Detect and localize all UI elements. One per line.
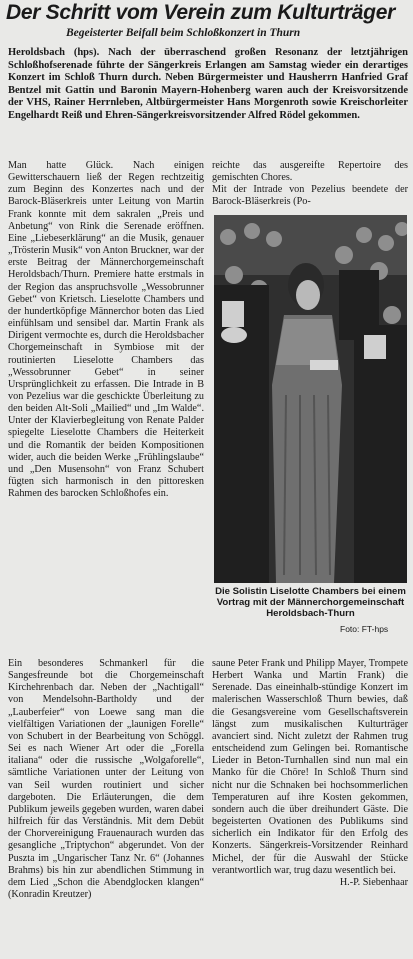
choir-singers-photo-illustration — [214, 215, 407, 583]
body-column-right-bottom — [212, 658, 408, 889]
article-subheadline: Begeisterter Beifall beim Schloßkonzert in Thurn — [66, 27, 301, 39]
author-byline: H.-P. Siebenhaar — [339, 876, 408, 888]
photo-credit: Foto: FT-hps — [340, 624, 389, 634]
body-column-right-top — [212, 160, 408, 209]
body-paragraph: Ein besonderes Schmankerl für die Sangesfreunde bot die Chorgemeinschaft Kirchehrenbach dar. Neben der „Nachtigall“ von Mendelsohn-Bartholdy und der „Lauberfeier“ von Loewe sang man die vielfältigen Variationen der „launigen Forelle“ von Schubert in der Bearbeitung von Schöggl. Sei es nach Wiener Art oder die „Forella italiana“ oder die russische „Wolgaforelle“, sämtliche Variationen unter der Leitung von van Seil wurden routiniert und sicher dargeboten. Die Erläuterungen, die dem Publikum jeweils gegeben wurden, waren dabei hilfreich für das Verständnis. Mit dem Debüt der Chorvereinigung Frauenaurach wurden das gesangliche „Triptychon“ abgerundet. Von der Puszta im „Ungarischer Tanz Nr. 6“ (Johannes Brahms) bis hin zur abendlichen Stimmung in dem Lied „Schon die Abendglocken klangen“ (Konradin Kreutzer) — [8, 658, 204, 900]
body-paragraph: Man hatte Glück. Nach einigen Gewitterschauern ließ der Regen rechtzeitig zum Beginn des Konzertes nach und der Barock-Bläserkreis unter Leitung von Martin Frank konnte mit dem sakralen „Preis und Anbetung“ von Rink die Serenade eröffnen. Eine „Liebeserklärung“ an die Musik, genauer „Trösterin Musik“ von Anton Bruckner, war der erste Beitrag der Männerchorgemeinschaft Heroldsbach/Thurn. Premiere hatte erstmals in der Region das anspruchsvolle „Wessobrunner Gebet“ von Krietsch. Lieselotte Chambers und der hundertköpfige Männerchor boten das Lied einfühlsam und sensibel dar. Martin Frank als Dirigent vermochte es, durch die Heroldsbacher Chorgemeinschaft in Symbiose mit der routinierten Lieselotte Chambers das „Wessobrunner Gebet“ in seiner Ursprünglichkeit zu erfassen. Die Intrade in B von Pezelius war die geschickte Überleitung zu den beiden Alt-Soli „Mailied“ und „Im Walde“. Unter der Klavierbegleitung von Renate Palder spiegelte Lieselotte Chambers die Heiterkeit und die Romantik der beiden Kompositionen wider, auch die beiden Werke „Frühlingslaube“ und „Den Musensohn“ von Franz Schubert fügten sich harmonisch in den pittoresken Rahmen des barocken Schloßhofes ein. — [8, 160, 204, 500]
body-column-left-bottom — [8, 658, 204, 901]
body-paragraph: saune Peter Frank und Philipp Mayer, Trompete Herbert Wanka und Martin Frank) die Serenade. Das eineinhalb-stündige Konzert im malerischen Wasserschloß Thurn bewies, daß die Gesangsvereine vom Gesellschaftsverein längst zum musikalischen Kulturträger avanciert sind. Nicht zuletzt der Rahmen trug entscheidend zum Gelingen bei. Romantische Lieder in Beton-Turnhallen sind nun mal ein Manko für die Chöre! In Schloß Thurn sind nicht nur die Schnaken bei hochsommerlichen Temperaturen auf ihre Kosten gekommen, sondern auch die über dreihundert Gäste. Die begeisterten Ovationen des Publikums sind sicherlich ein Indikator für den Erfolg des Konzerts. Sängerkreis-Vorsitzender Reinhard Michel, der für die Auswahl der Stücke verantwortlich war, trug dazu wesentlich bei. — [212, 658, 408, 876]
body-paragraph: Mit der Intrade von Pezelius beendete der Barock-Bläserkreis (Po- — [212, 184, 408, 208]
body-paragraph: reichte das ausgereifte Repertoire des gemischten Chores. — [212, 160, 408, 184]
article-headline: Der Schritt vom Verein zum Kulturträger — [6, 1, 395, 24]
photo-caption: Die Solistin Liselotte Chambers bei einem Vortrag mit der Männerchorgemeinschaft Heroldsbach-Thurn — [215, 586, 406, 620]
article-lead: Heroldsbach (hps). Nach der überraschend großen Resonanz der letztjährigen Schloßhofserenade führte der Sängerkreis Erlangen am Samstag wieder ein derartiges Konzert im Schloß Thurn durch. Neben Bürgermeister und Hausherrn Hanfried Graf Bentzel mit Gattin und Baronin Mayern-Hohenberg waren auch der Kreisvorsitzende der VHS, Rainer Herrnleben, Altbürgermeister Hans Morgenroth sowie Kreischorleiter Engelhardt Reiß und Ehren-Sängerkreisvorsitzender Alfred Rödel gekommen. — [8, 47, 408, 121]
body-column-left-top — [8, 160, 204, 500]
concert-photo — [214, 215, 407, 583]
